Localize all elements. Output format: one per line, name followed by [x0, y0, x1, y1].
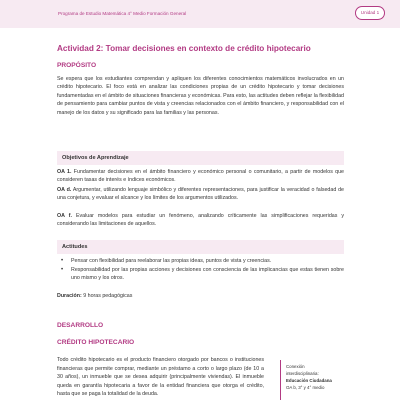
credit-heading: CRÉDITO HIPOTECARIO — [57, 339, 135, 346]
sidebox-line: Educación Ciudadana — [286, 378, 332, 383]
objective-text: Argumentar, utilizando lenguaje simbólico y diferentes representaciones, para justificar la veracidad o falsedad de una conjetura, y evaluar el alcance y los límites de los argumentos utilizados. — [57, 187, 344, 202]
credit-text: Todo crédito hipotecario es el producto financiero otorgado por bancos o instituciones financieras que permite comprar, mediante un préstamo a corto o largo plazo (de 10 a 30 años), un inmueble que se desea adquirir (principalmente viviendas). El inmueble queda en garantía hipotecaria a favor de la entidad financiera que otorga el crédito, hasta que se paga la totalidad de la deuda. — [57, 357, 264, 398]
interdisciplinary-box — [280, 360, 343, 400]
sidebox-line: OA b, 3° y 4° medio — [286, 385, 325, 390]
bullet-icon: • — [61, 258, 64, 264]
purpose-text: Se espera que los estudiantes comprendan y apliquen los diferentes conocimientos matemáticos involucrados en un crédito hipotecario. El foco está en analizar las condiciones propias de un crédito hipotecario y tomar decisiones fundamentadas en el ámbito de situaciones financieras y económicas. Para esto, las actitudes deben reflejar la flexibilidad de pensamiento para cambiar puntos de vista y creencias relacionados con el ámbito financiero, y responsabilidad con el manejo de los datos y su significado para las familias y las personas. — [57, 76, 344, 116]
list-item — [57, 266, 344, 283]
objective-oaf — [57, 212, 344, 229]
objective-text: Evaluar modelos para estudiar un fenómeno, analizando críticamente las simplificaciones requeridas y considerando las limitaciones de aquellos. — [57, 213, 344, 228]
sidebox-line: Conexión — [286, 364, 305, 369]
attitude-text: Responsabilidad por las propias acciones y decisiones con consciencia de las implicancias que estas tienen sobre uno mismo y los otros. — [71, 266, 344, 282]
objective-text: Fundamentar decisiones en el ámbito financiero y económico personal o comunitario, a partir de modelos que consideren tasas de interés e índices económicos. — [57, 169, 344, 184]
attitudes-list — [57, 257, 344, 283]
duration-label: Duración: — [57, 293, 82, 299]
attitudes-header — [57, 240, 344, 254]
objectives-header — [57, 151, 344, 165]
program-title: Programa de Estudio Matemática 4° Medio Formación General — [58, 11, 187, 16]
objective-oa1 — [57, 168, 344, 185]
list-item — [57, 257, 344, 266]
development-heading: DESARROLLO — [57, 322, 104, 329]
attitudes-title: Actitudes — [62, 244, 88, 250]
objectives-title: Objetivos de Aprendizaje — [62, 155, 129, 161]
purpose-heading: PROPÓSITO — [57, 62, 97, 69]
duration-value: 9 horas pedagógicas — [81, 293, 133, 299]
objective-code: OA 1. — [57, 169, 72, 175]
objective-code: OA d. — [57, 187, 72, 193]
unit-tab[interactable]: Unidad 1 — [355, 6, 385, 20]
objective-code: OA f. — [57, 213, 72, 219]
sidebox-line: interdisciplinaria: — [286, 371, 319, 376]
attitude-text: Pensar con flexibilidad para reelaborar las propias ideas, puntos de vista y creencias. — [71, 258, 272, 264]
objective-oad — [57, 186, 344, 203]
activity-title: Actividad 2: Tomar decisiones en contexto de crédito hipotecario — [57, 44, 311, 53]
duration — [57, 293, 344, 299]
bullet-icon: • — [61, 266, 64, 273]
